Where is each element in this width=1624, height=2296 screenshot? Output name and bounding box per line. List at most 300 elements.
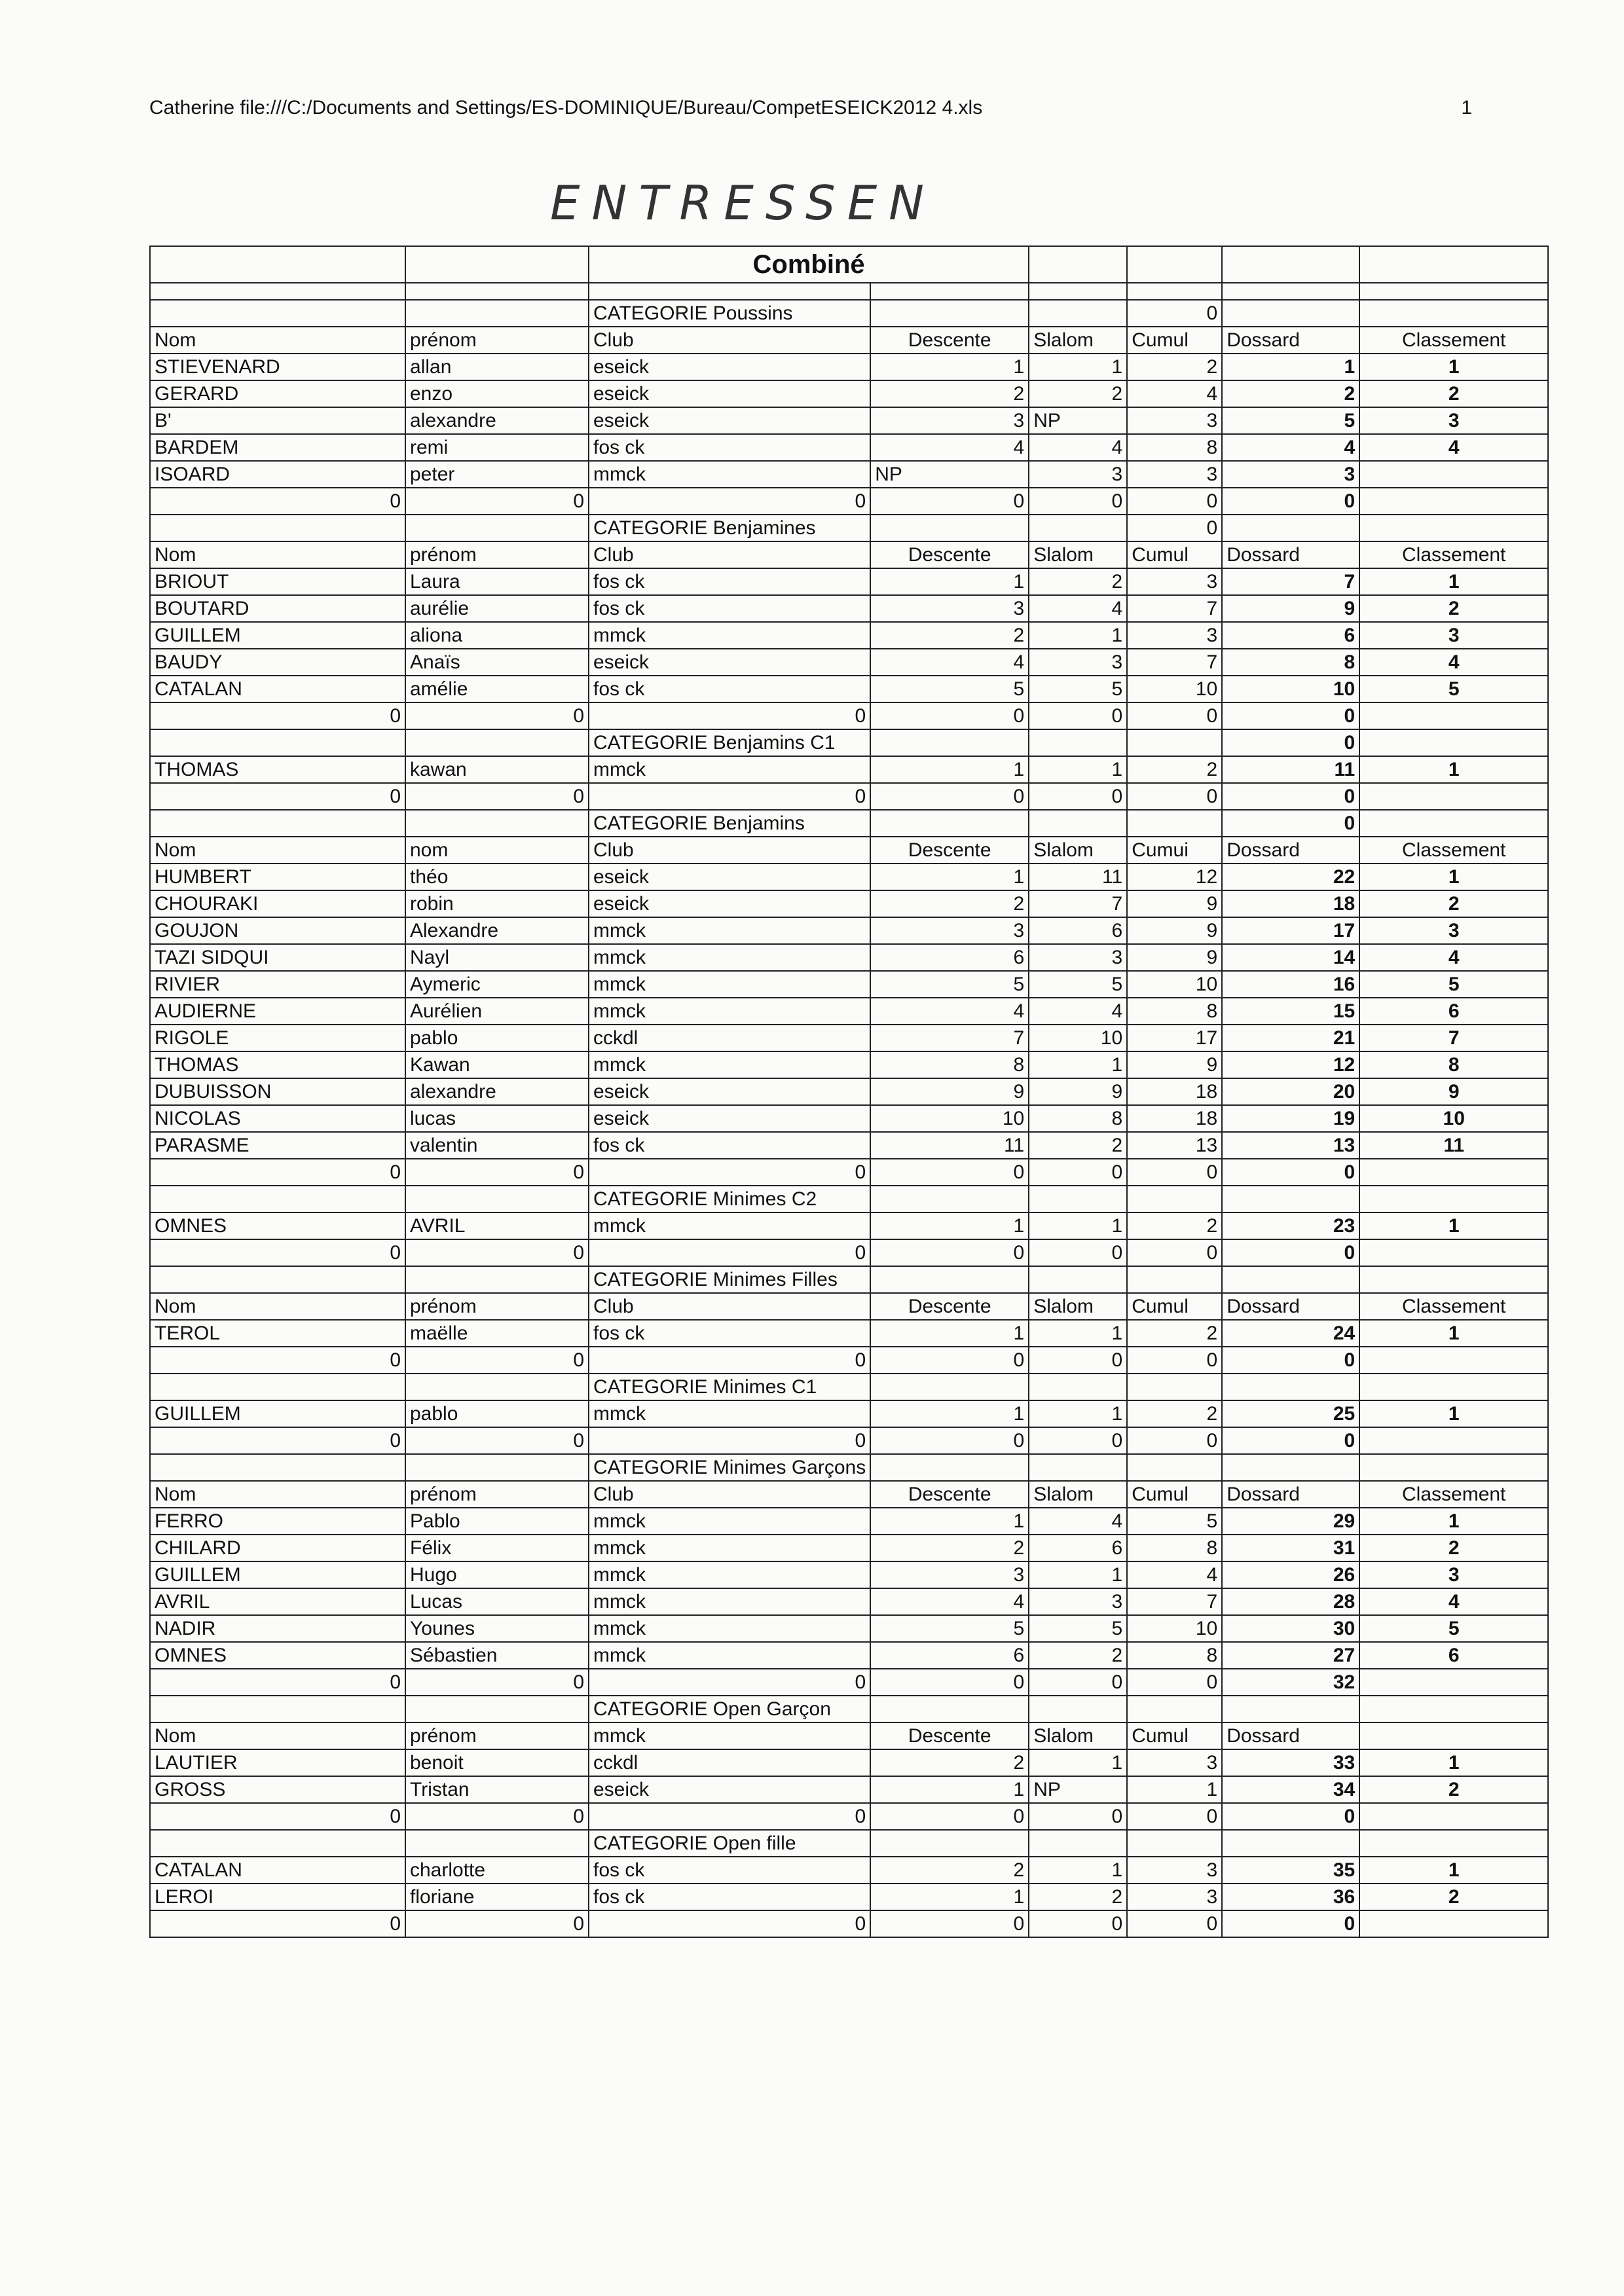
cell-descente: 4 [870, 649, 1029, 676]
cell [1029, 1830, 1127, 1857]
cell [405, 1696, 589, 1722]
cell-club: cckdl [589, 1749, 870, 1776]
category-value: 0 [1127, 515, 1222, 541]
cell [1359, 1454, 1548, 1481]
cell-slalom: 1 [1029, 756, 1127, 783]
cell-slalom: 4 [1029, 595, 1127, 622]
cell-cumul: 8 [1127, 1535, 1222, 1561]
cell-descente: 6 [870, 944, 1029, 971]
table-row [150, 1615, 1548, 1642]
cell-prenom: charlotte [405, 1857, 589, 1884]
cell-cumul: 18 [1127, 1105, 1222, 1132]
cell-prenom: Tristan [405, 1776, 589, 1803]
cell-cumul: 0 [1127, 1347, 1222, 1374]
cell-cumul: 3 [1127, 1749, 1222, 1776]
cell-cumul: 18 [1127, 1078, 1222, 1105]
cell-prenom: Lucas [405, 1588, 589, 1615]
table-row [150, 1535, 1548, 1561]
cell [1029, 810, 1127, 837]
cell-club: 0 [589, 1239, 870, 1266]
table-row [150, 1749, 1548, 1776]
cell-classement: 8 [1359, 1051, 1548, 1078]
cell-dossard: 31 [1222, 1535, 1359, 1561]
category-label: CATEGORIE Minimes C1 [589, 1374, 870, 1400]
cell-classement: 4 [1359, 944, 1548, 971]
category-value [1127, 1830, 1222, 1857]
cell-prenom: Kawan [405, 1051, 589, 1078]
cell-cumul: 0 [1127, 1803, 1222, 1830]
cell [1029, 1374, 1127, 1400]
category-value [1127, 729, 1222, 756]
column-header-prenom: prénom [405, 1293, 589, 1320]
cell-cumul: 0 [1127, 1159, 1222, 1186]
cell-classement: 1 [1359, 568, 1548, 595]
cell-prenom: 0 [405, 1239, 589, 1266]
cell-descente: 0 [870, 783, 1029, 810]
cell-cumul: 2 [1127, 354, 1222, 380]
cell-dossard: 0 [1222, 1239, 1359, 1266]
cell-slalom: 8 [1029, 1105, 1127, 1132]
cell [1359, 1186, 1548, 1212]
cell [1359, 1830, 1548, 1857]
cell-prenom: aliona [405, 622, 589, 649]
column-header-cumul: Cumul [1127, 327, 1222, 354]
cell-cumul: 5 [1127, 1508, 1222, 1535]
table-row [150, 595, 1548, 622]
cell-descente: 7 [870, 1025, 1029, 1051]
cell-cumul: 2 [1127, 756, 1222, 783]
cell-descente: 2 [870, 1535, 1029, 1561]
category-value [1222, 1266, 1359, 1293]
table-row [150, 971, 1548, 998]
cell-classement: 9 [1359, 1078, 1548, 1105]
cell-cumul: 9 [1127, 944, 1222, 971]
category-value: 0 [1127, 300, 1222, 327]
cell-descente: 10 [870, 1105, 1029, 1132]
cell-slalom: 1 [1029, 622, 1127, 649]
category-value [1127, 1266, 1222, 1293]
category-value [1222, 1186, 1359, 1212]
cell-slalom: 7 [1029, 890, 1127, 917]
cell-descente: 9 [870, 1078, 1029, 1105]
cell-club: eseick [589, 890, 870, 917]
column-header-classement [1359, 1722, 1548, 1749]
cell-classement: 6 [1359, 1642, 1548, 1669]
category-value [1222, 1696, 1359, 1722]
cell-prenom: aurélie [405, 595, 589, 622]
cell [870, 1696, 1029, 1722]
cell-descente: 3 [870, 407, 1029, 434]
cell-prenom: kawan [405, 756, 589, 783]
cell-classement [1359, 702, 1548, 729]
cell-club: fos ck [589, 568, 870, 595]
cell-descente: 4 [870, 998, 1029, 1025]
cell-dossard: 12 [1222, 1051, 1359, 1078]
cell-prenom: Félix [405, 1535, 589, 1561]
cell-slalom: 0 [1029, 783, 1127, 810]
table-row [150, 1025, 1548, 1051]
category-label: CATEGORIE Open Garçon [589, 1696, 870, 1722]
category-value [1127, 810, 1222, 837]
column-header-nom: Nom [150, 1481, 405, 1508]
cell-club: fos ck [589, 434, 870, 461]
cell-prenom: robin [405, 890, 589, 917]
cell-nom: BRIOUT [150, 568, 405, 595]
cell-nom: 0 [150, 702, 405, 729]
category-value: 0 [1222, 810, 1359, 837]
cell-descente: 1 [870, 1508, 1029, 1535]
table-row [150, 676, 1548, 702]
cell-dossard: 14 [1222, 944, 1359, 971]
cell-nom: BOUTARD [150, 595, 405, 622]
column-header-prenom: prénom [405, 327, 589, 354]
cell-slalom: 1 [1029, 1320, 1127, 1347]
results-table [149, 246, 1549, 1938]
cell [150, 1374, 405, 1400]
cell-prenom: Alexandre [405, 917, 589, 944]
column-header-dossard: Dossard [1222, 1481, 1359, 1508]
cell-cumul: 8 [1127, 998, 1222, 1025]
cell-slalom: 10 [1029, 1025, 1127, 1051]
cell-descente: 0 [870, 1669, 1029, 1696]
cell-prenom: floriane [405, 1884, 589, 1910]
cell-cumul: 0 [1127, 488, 1222, 515]
table-row [150, 756, 1548, 783]
column-header-prenom: nom [405, 837, 589, 864]
cell-descente: 8 [870, 1051, 1029, 1078]
cell-classement: 4 [1359, 649, 1548, 676]
cell-descente: 0 [870, 488, 1029, 515]
cell-nom: THOMAS [150, 1051, 405, 1078]
cell-classement: 1 [1359, 756, 1548, 783]
cell-dossard: 0 [1222, 783, 1359, 810]
cell-club: 0 [589, 1347, 870, 1374]
cell-dossard: 23 [1222, 1212, 1359, 1239]
svg-text:ENTRESSEN: ENTRESSEN [550, 175, 936, 230]
cell-slalom: 2 [1029, 568, 1127, 595]
cell-slalom: 4 [1029, 434, 1127, 461]
cell-classement: 10 [1359, 1105, 1548, 1132]
cell-descente: 2 [870, 1857, 1029, 1884]
cell-slalom: 6 [1029, 917, 1127, 944]
cell-cumul: 2 [1127, 1400, 1222, 1427]
column-header-dossard: Dossard [1222, 1722, 1359, 1749]
cell-prenom: alexandre [405, 1078, 589, 1105]
cell-cumul: 4 [1127, 380, 1222, 407]
table-row [150, 1212, 1548, 1239]
cell-cumul: 8 [1127, 1642, 1222, 1669]
cell-club: 0 [589, 1910, 870, 1937]
cell-nom: CHILARD [150, 1535, 405, 1561]
cell-descente: 1 [870, 1320, 1029, 1347]
category-value [1222, 1374, 1359, 1400]
zero-row [150, 1803, 1548, 1830]
cell-club: mmck [589, 1615, 870, 1642]
cell [150, 1454, 405, 1481]
cell [150, 1830, 405, 1857]
cell-dossard: 1 [1222, 354, 1359, 380]
cell-club: eseick [589, 1105, 870, 1132]
cell-slalom: 0 [1029, 702, 1127, 729]
cell-prenom: 0 [405, 1803, 589, 1830]
cell-slalom: 0 [1029, 1239, 1127, 1266]
cell-dossard: 13 [1222, 1132, 1359, 1159]
cell-slalom: 3 [1029, 649, 1127, 676]
cell-prenom: théo [405, 864, 589, 890]
cell-slalom: 3 [1029, 944, 1127, 971]
file-path: Catherine file:///C:/Documents and Settings/ES-DOMINIQUE/Bureau/CompetESEICK2012 4.xls [149, 97, 983, 118]
cell-dossard: 27 [1222, 1642, 1359, 1669]
cell-slalom: 1 [1029, 1400, 1127, 1427]
cell-descente: 0 [870, 1239, 1029, 1266]
table-row [150, 1320, 1548, 1347]
cell-club: fos ck [589, 595, 870, 622]
cell-classement: 2 [1359, 1776, 1548, 1803]
cell-cumul: 2 [1127, 1320, 1222, 1347]
title-row [150, 246, 1548, 283]
category-value [1222, 1830, 1359, 1857]
cell [870, 1374, 1029, 1400]
cell-nom: GUILLEM [150, 1400, 405, 1427]
cell-nom: 0 [150, 1427, 405, 1454]
cell-prenom: Nayl [405, 944, 589, 971]
cell-dossard: 0 [1222, 702, 1359, 729]
category-row [150, 729, 1548, 756]
cell-prenom: 0 [405, 783, 589, 810]
cell-nom: 0 [150, 488, 405, 515]
column-header-descente: Descente [870, 541, 1029, 568]
cell-dossard: 21 [1222, 1025, 1359, 1051]
cell-prenom: pablo [405, 1400, 589, 1427]
cell-prenom: amélie [405, 676, 589, 702]
cell-dossard: 0 [1222, 1803, 1359, 1830]
column-header-cumul: Cumul [1127, 541, 1222, 568]
cell [405, 729, 589, 756]
cell-nom: 0 [150, 1239, 405, 1266]
cell-prenom: benoit [405, 1749, 589, 1776]
cell-prenom: Laura [405, 568, 589, 595]
cell [1359, 1696, 1548, 1722]
cell-club: mmck [589, 998, 870, 1025]
cell-prenom: Aymeric [405, 971, 589, 998]
column-header-prenom: prénom [405, 1481, 589, 1508]
cell-slalom: 0 [1029, 1427, 1127, 1454]
cell-dossard: 26 [1222, 1561, 1359, 1588]
table-row [150, 649, 1548, 676]
cell-dossard: 15 [1222, 998, 1359, 1025]
cell-slalom: 0 [1029, 1669, 1127, 1696]
cell-descente: 4 [870, 1588, 1029, 1615]
zero-row [150, 1159, 1548, 1186]
column-header-dossard: Dossard [1222, 541, 1359, 568]
cell-slalom: 9 [1029, 1078, 1127, 1105]
cell-descente: 1 [870, 1400, 1029, 1427]
cell-nom: 0 [150, 783, 405, 810]
cell-club: 0 [589, 1159, 870, 1186]
cell-prenom: 0 [405, 1910, 589, 1937]
category-value [1127, 1454, 1222, 1481]
cell-cumul: 4 [1127, 1561, 1222, 1588]
cell [1359, 515, 1548, 541]
column-header-row [150, 1481, 1548, 1508]
cell-cumul: 12 [1127, 864, 1222, 890]
cell-nom: DUBUISSON [150, 1078, 405, 1105]
cell-prenom: lucas [405, 1105, 589, 1132]
cell-club: eseick [589, 649, 870, 676]
cell [405, 1266, 589, 1293]
cell-cumul: 10 [1127, 1615, 1222, 1642]
column-header-nom: Nom [150, 1293, 405, 1320]
column-header-slalom: Slalom [1029, 327, 1127, 354]
cell-nom: 0 [150, 1159, 405, 1186]
cell-cumul: 3 [1127, 461, 1222, 488]
column-header-nom: Nom [150, 837, 405, 864]
cell [405, 1374, 589, 1400]
handwritten-title [537, 160, 995, 239]
cell-classement [1359, 1910, 1548, 1937]
cell-club: eseick [589, 407, 870, 434]
cell-cumul: 10 [1127, 971, 1222, 998]
zero-row [150, 488, 1548, 515]
cell [150, 1696, 405, 1722]
cell-club: mmck [589, 1400, 870, 1427]
cell-classement: 3 [1359, 1561, 1548, 1588]
cell-club: mmck [589, 622, 870, 649]
zero-row [150, 1239, 1548, 1266]
cell-slalom: 1 [1029, 1212, 1127, 1239]
cell-dossard: 7 [1222, 568, 1359, 595]
cell-club: fos ck [589, 676, 870, 702]
zero-row [150, 1347, 1548, 1374]
cell-classement: 4 [1359, 434, 1548, 461]
cell-classement [1359, 1239, 1548, 1266]
cell [405, 1454, 589, 1481]
cell-cumul: 3 [1127, 1884, 1222, 1910]
cell-prenom: alexandre [405, 407, 589, 434]
cell-prenom: valentin [405, 1132, 589, 1159]
cell-nom: CATALAN [150, 1857, 405, 1884]
cell-slalom: 5 [1029, 971, 1127, 998]
column-header-prenom: prénom [405, 541, 589, 568]
cell-classement [1359, 488, 1548, 515]
table-row [150, 1857, 1548, 1884]
table-row [150, 1400, 1548, 1427]
cell-descente: 3 [870, 1561, 1029, 1588]
column-header-slalom: Slalom [1029, 541, 1127, 568]
cell-club: fos ck [589, 1132, 870, 1159]
column-header-cumul: Cumul [1127, 1293, 1222, 1320]
cell-club: mmck [589, 1642, 870, 1669]
column-header-club: Club [589, 1293, 870, 1320]
cell-descente: 1 [870, 864, 1029, 890]
cell-dossard: 0 [1222, 1910, 1359, 1937]
cell [405, 810, 589, 837]
column-header-slalom: Slalom [1029, 1722, 1127, 1749]
cell-nom: THOMAS [150, 756, 405, 783]
table-row [150, 622, 1548, 649]
cell-dossard: 9 [1222, 595, 1359, 622]
cell-club: mmck [589, 756, 870, 783]
spacer-row [150, 283, 1548, 300]
cell-cumul: 3 [1127, 568, 1222, 595]
cell-dossard: 19 [1222, 1105, 1359, 1132]
cell-descente: 0 [870, 1347, 1029, 1374]
cell-nom: OMNES [150, 1642, 405, 1669]
cell-descente: 3 [870, 595, 1029, 622]
cell-classement: 2 [1359, 595, 1548, 622]
column-header-club: Club [589, 1481, 870, 1508]
category-label: CATEGORIE Benjamines [589, 515, 870, 541]
cell-nom: CATALAN [150, 676, 405, 702]
column-header-row [150, 837, 1548, 864]
table-row [150, 1105, 1548, 1132]
cell [405, 515, 589, 541]
cell-classement [1359, 1159, 1548, 1186]
cell-slalom: 4 [1029, 1508, 1127, 1535]
cell-prenom: maëlle [405, 1320, 589, 1347]
category-label: CATEGORIE Minimes Filles [589, 1266, 870, 1293]
cell-classement: 2 [1359, 1535, 1548, 1561]
column-header-cumul: Cumul [1127, 1722, 1222, 1749]
cell-cumul: 2 [1127, 1212, 1222, 1239]
category-label: CATEGORIE Benjamins [589, 810, 870, 837]
cell-descente: 1 [870, 1776, 1029, 1803]
cell-classement: 11 [1359, 1132, 1548, 1159]
cell [870, 1454, 1029, 1481]
column-header-club: Club [589, 327, 870, 354]
cell [150, 300, 405, 327]
column-header-descente: Descente [870, 1722, 1029, 1749]
cell-prenom: 0 [405, 1347, 589, 1374]
cell-nom: 0 [150, 1803, 405, 1830]
cell-cumul: 13 [1127, 1132, 1222, 1159]
cell-slalom: 1 [1029, 1051, 1127, 1078]
cell-slalom: 0 [1029, 1159, 1127, 1186]
column-header-club: Club [589, 837, 870, 864]
cell-descente: 0 [870, 1159, 1029, 1186]
cell [150, 729, 405, 756]
cell [1359, 300, 1548, 327]
category-row [150, 1266, 1548, 1293]
cell-club: 0 [589, 783, 870, 810]
cell [1029, 1186, 1127, 1212]
cell-dossard: 20 [1222, 1078, 1359, 1105]
page-number: 1 [1461, 97, 1472, 118]
table-row [150, 864, 1548, 890]
column-header-nom: Nom [150, 541, 405, 568]
cell-dossard: 36 [1222, 1884, 1359, 1910]
cell-club: 0 [589, 1669, 870, 1696]
cell-descente: 5 [870, 1615, 1029, 1642]
cell-prenom: Sébastien [405, 1642, 589, 1669]
cell-classement: 1 [1359, 1508, 1548, 1535]
cell-nom: BAUDY [150, 649, 405, 676]
category-value [1222, 300, 1359, 327]
cell [870, 1830, 1029, 1857]
cell-slalom: 0 [1029, 488, 1127, 515]
cell-prenom: Younes [405, 1615, 589, 1642]
cell [870, 300, 1029, 327]
cell-prenom: allan [405, 354, 589, 380]
cell-slalom: 3 [1029, 1588, 1127, 1615]
cell-cumul: 0 [1127, 1669, 1222, 1696]
cell-dossard: 25 [1222, 1400, 1359, 1427]
column-header-descente: Descente [870, 327, 1029, 354]
cell-club: 0 [589, 1427, 870, 1454]
cell-club: fos ck [589, 1857, 870, 1884]
category-row [150, 1454, 1548, 1481]
cell [1359, 810, 1548, 837]
